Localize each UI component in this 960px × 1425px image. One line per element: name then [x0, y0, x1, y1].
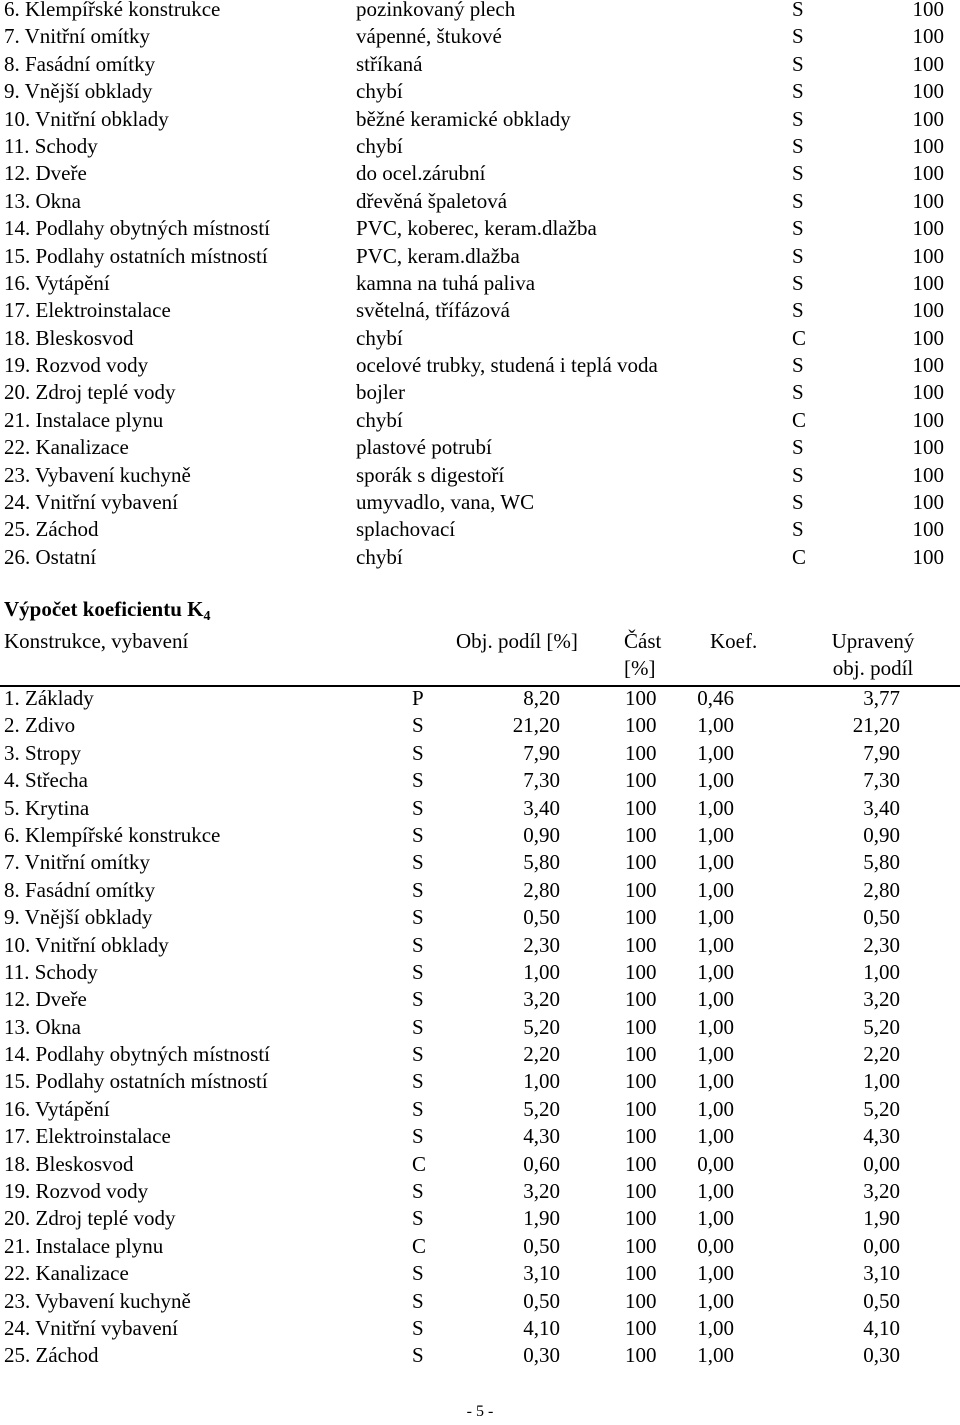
cell-obj-podil: 0,50	[523, 905, 560, 930]
list-item	[4, 0, 944, 23]
list-item	[4, 352, 944, 379]
table-row	[4, 1288, 904, 1315]
cell-cast: 100	[625, 713, 657, 738]
cell-upraveny: 2,20	[863, 1042, 900, 1067]
item-code: C	[792, 544, 807, 569]
cell-koef: 0,00	[697, 1233, 734, 1258]
list-item	[4, 106, 944, 133]
table-row	[4, 959, 904, 986]
cell-code: S	[412, 1343, 424, 1368]
cell-obj-podil: 0,60	[523, 1151, 560, 1176]
cell-upraveny: 5,80	[863, 850, 900, 875]
cell-koef: 0,46	[697, 686, 734, 710]
table-row	[4, 1260, 904, 1287]
cell-cast: 100	[625, 932, 657, 957]
table-row	[4, 685, 904, 712]
cell-cast: 100	[625, 686, 657, 710]
header-upraveny	[818, 628, 928, 682]
item-description: chybí	[356, 407, 403, 432]
list-item	[4, 544, 944, 571]
cell-konstrukce: 4. Střecha	[4, 768, 88, 793]
cell-konstrukce: 5. Krytina	[4, 795, 90, 820]
cell-konstrukce: 2. Zdivo	[4, 713, 76, 738]
cell-koef: 1,00	[697, 1343, 734, 1368]
item-name: 13. Okna	[4, 188, 81, 213]
cell-konstrukce: 13. Okna	[4, 1014, 81, 1039]
item-description: chybí	[356, 79, 403, 104]
cell-code: S	[412, 822, 424, 847]
cell-upraveny: 4,30	[863, 1124, 900, 1149]
cell-obj-podil: 0,90	[523, 822, 560, 847]
cell-konstrukce: 10. Vnitřní obklady	[4, 932, 169, 957]
item-name: 16. Vytápění	[4, 270, 110, 295]
item-value: 100	[912, 325, 944, 350]
cell-obj-podil: 1,90	[523, 1206, 560, 1231]
item-description: sporák s digestoří	[356, 462, 505, 487]
cell-obj-podil: 0,50	[523, 1288, 560, 1313]
item-name: 10. Vnitřní obklady	[4, 106, 169, 131]
item-value: 100	[912, 133, 944, 158]
cell-obj-podil: 1,00	[523, 1069, 560, 1094]
cell-konstrukce: 21. Instalace plynu	[4, 1233, 164, 1258]
list-item	[4, 188, 944, 215]
item-description: ocelové trubky, studená i teplá voda	[356, 353, 658, 378]
item-name: 14. Podlahy obytných místností	[4, 216, 271, 241]
item-description: splachovací	[356, 517, 456, 542]
item-code: S	[792, 161, 804, 186]
item-value: 100	[912, 106, 944, 131]
cell-cast: 100	[625, 905, 657, 930]
cell-code: S	[412, 850, 424, 875]
cell-koef: 0,00	[697, 1151, 734, 1176]
item-value: 100	[912, 24, 944, 49]
cell-cast: 100	[625, 1042, 657, 1067]
item-value: 100	[912, 0, 944, 21]
item-name: 22. Kanalizace	[4, 435, 129, 460]
table-row	[4, 1096, 904, 1123]
cell-upraveny: 1,00	[863, 959, 900, 984]
cell-koef: 1,00	[697, 713, 734, 738]
item-code: S	[792, 188, 804, 213]
cell-upraveny: 0,90	[863, 822, 900, 847]
cell-konstrukce: 11. Schody	[4, 959, 98, 984]
cell-konstrukce: 17. Elektroinstalace	[4, 1124, 171, 1149]
item-description: chybí	[356, 325, 403, 350]
item-description: bojler	[356, 380, 405, 405]
cell-upraveny: 2,30	[863, 932, 900, 957]
cell-cast: 100	[625, 1206, 657, 1231]
cell-koef: 1,00	[697, 850, 734, 875]
cell-cast: 100	[625, 959, 657, 984]
table-row	[4, 1014, 904, 1041]
cell-upraveny: 3,77	[863, 686, 900, 710]
cell-obj-podil: 5,80	[523, 850, 560, 875]
item-code: C	[792, 407, 807, 432]
table-row	[4, 1205, 904, 1232]
item-value: 100	[912, 462, 944, 487]
section-heading	[4, 596, 210, 630]
cell-code: S	[412, 713, 424, 738]
cell-konstrukce: 24. Vnitřní vybavení	[4, 1315, 179, 1340]
cell-code: S	[412, 795, 424, 820]
cell-upraveny: 7,90	[863, 740, 900, 765]
cell-cast: 100	[625, 1233, 657, 1258]
cell-koef: 1,00	[697, 1014, 734, 1039]
item-code: S	[792, 490, 804, 515]
cell-koef: 1,00	[697, 822, 734, 847]
cell-cast: 100	[625, 1069, 657, 1094]
cell-koef: 1,00	[697, 932, 734, 957]
item-description: PVC, koberec, keram.dlažba	[356, 216, 597, 241]
cell-konstrukce: 12. Dveře	[4, 987, 87, 1012]
list-item	[4, 379, 944, 406]
item-name: 7. Vnitřní omítky	[4, 24, 151, 49]
cell-koef: 1,00	[697, 1261, 734, 1286]
cell-code: S	[412, 1014, 424, 1039]
cell-konstrukce: 18. Bleskosvod	[4, 1151, 134, 1176]
cell-obj-podil: 4,10	[523, 1315, 560, 1340]
cell-koef: 1,00	[697, 740, 734, 765]
cell-cast: 100	[625, 850, 657, 875]
header-upraveny-line2: obj. podíl	[832, 656, 914, 680]
header-cast	[624, 628, 684, 682]
cell-cast: 100	[625, 1261, 657, 1286]
item-name: 26. Ostatní	[4, 544, 97, 569]
cell-code: S	[412, 987, 424, 1012]
item-description: vápenné, štukové	[356, 24, 502, 49]
cell-cast: 100	[625, 795, 657, 820]
item-description: chybí	[356, 133, 403, 158]
item-value: 100	[912, 435, 944, 460]
list-item	[4, 297, 944, 324]
cell-obj-podil: 4,30	[523, 1124, 560, 1149]
cell-cast: 100	[625, 1315, 657, 1340]
cell-koef: 1,00	[697, 1206, 734, 1231]
item-code: S	[792, 243, 804, 268]
item-name: 20. Zdroj teplé vody	[4, 380, 176, 405]
list-item	[4, 51, 944, 78]
table-row	[4, 849, 904, 876]
list-item	[4, 489, 944, 516]
item-name: 9. Vnější obklady	[4, 79, 153, 104]
cell-upraveny: 0,30	[863, 1343, 900, 1368]
cell-code: S	[412, 768, 424, 793]
cell-obj-podil: 5,20	[523, 1096, 560, 1121]
item-code: S	[792, 106, 804, 131]
cell-upraveny: 1,90	[863, 1206, 900, 1231]
cell-konstrukce: 9. Vnější obklady	[4, 905, 153, 930]
cell-konstrukce: 23. Vybavení kuchyně	[4, 1288, 191, 1313]
cell-konstrukce: 25. Záchod	[4, 1343, 99, 1368]
item-code: S	[792, 270, 804, 295]
cell-koef: 1,00	[697, 987, 734, 1012]
cell-upraveny: 3,10	[863, 1261, 900, 1286]
heading-subscript: 4	[203, 609, 211, 624]
item-description: dřevěná špaletová	[356, 188, 508, 213]
header-konstrukce: Konstrukce, vybavení	[4, 629, 189, 653]
item-code: S	[792, 298, 804, 323]
table-row	[4, 877, 904, 904]
cell-upraveny: 0,50	[863, 905, 900, 930]
header-cast-line1: Část	[624, 629, 662, 653]
cell-konstrukce: 1. Základy	[4, 686, 94, 710]
table-row	[4, 1315, 904, 1342]
cell-koef: 1,00	[697, 1124, 734, 1149]
cell-upraveny: 0,00	[863, 1151, 900, 1176]
k4-coefficient-table	[4, 685, 904, 1370]
item-value: 100	[912, 216, 944, 241]
cell-upraveny: 0,50	[863, 1288, 900, 1313]
cell-code: S	[412, 1124, 424, 1149]
table-row	[4, 1151, 904, 1178]
cell-obj-podil: 7,90	[523, 740, 560, 765]
cell-code: S	[412, 1261, 424, 1286]
header-obj-podil: Obj. podíl [%]	[456, 629, 578, 653]
list-item	[4, 462, 944, 489]
cell-konstrukce: 7. Vnitřní omítky	[4, 850, 151, 875]
item-description: světelná, třífázová	[356, 298, 510, 323]
cell-upraveny: 3,20	[863, 1179, 900, 1204]
cell-obj-podil: 3,20	[523, 1179, 560, 1204]
item-value: 100	[912, 270, 944, 295]
item-name: 6. Klempířské konstrukce	[4, 0, 221, 21]
item-name: 24. Vnitřní vybavení	[4, 490, 179, 515]
list-item	[4, 78, 944, 105]
cell-cast: 100	[625, 768, 657, 793]
item-name: 15. Podlahy ostatních místností	[4, 243, 268, 268]
item-code: S	[792, 380, 804, 405]
cell-koef: 1,00	[697, 1315, 734, 1340]
list-item	[4, 215, 944, 242]
cell-code: S	[412, 1179, 424, 1204]
cell-obj-podil: 0,30	[523, 1343, 560, 1368]
cell-obj-podil: 0,50	[523, 1233, 560, 1258]
table-row	[4, 767, 904, 794]
table-row	[4, 712, 904, 739]
item-value: 100	[912, 51, 944, 76]
item-name: 18. Bleskosvod	[4, 325, 134, 350]
item-description: běžné keramické obklady	[356, 106, 571, 131]
cell-upraveny: 7,30	[863, 768, 900, 793]
header-koef: Koef.	[710, 629, 758, 653]
table-row	[4, 986, 904, 1013]
cell-code: S	[412, 1096, 424, 1121]
list-item	[4, 516, 944, 543]
table-row	[4, 822, 904, 849]
cell-obj-podil: 3,20	[523, 987, 560, 1012]
item-description: pozinkovaný plech	[356, 0, 516, 21]
item-code: S	[792, 24, 804, 49]
item-value: 100	[912, 544, 944, 569]
item-code: S	[792, 133, 804, 158]
table-row	[4, 904, 904, 931]
cell-cast: 100	[625, 822, 657, 847]
cell-code: S	[412, 1069, 424, 1094]
header-upraveny-line1: Upravený	[831, 629, 915, 653]
cell-cast: 100	[625, 1014, 657, 1039]
cell-koef: 1,00	[697, 1069, 734, 1094]
cell-koef: 1,00	[697, 1179, 734, 1204]
cell-cast: 100	[625, 877, 657, 902]
cell-konstrukce: 6. Klempířské konstrukce	[4, 822, 221, 847]
cell-upraveny: 2,80	[863, 877, 900, 902]
item-name: 17. Elektroinstalace	[4, 298, 171, 323]
table-row	[4, 740, 904, 767]
cell-konstrukce: 8. Fasádní omítky	[4, 877, 156, 902]
list-item	[4, 243, 944, 270]
item-description: chybí	[356, 544, 403, 569]
table-row	[4, 1342, 904, 1369]
item-code: S	[792, 462, 804, 487]
item-value: 100	[912, 353, 944, 378]
table-header	[0, 628, 960, 687]
cell-upraveny: 4,10	[863, 1315, 900, 1340]
item-name: 25. Záchod	[4, 517, 99, 542]
cell-cast: 100	[625, 1151, 657, 1176]
item-description: stříkaná	[356, 51, 423, 76]
cell-code: P	[412, 686, 424, 710]
item-name: 8. Fasádní omítky	[4, 51, 156, 76]
item-code: S	[792, 216, 804, 241]
cell-upraveny: 3,40	[863, 795, 900, 820]
cell-obj-podil: 8,20	[523, 686, 560, 710]
item-description: do ocel.zárubní	[356, 161, 486, 186]
cell-obj-podil: 21,20	[512, 713, 560, 738]
item-name: 21. Instalace plynu	[4, 407, 164, 432]
table-row	[4, 1123, 904, 1150]
item-code: S	[792, 435, 804, 460]
cell-koef: 1,00	[697, 768, 734, 793]
cell-koef: 1,00	[697, 959, 734, 984]
cell-code: S	[412, 1288, 424, 1313]
item-description: kamna na tuhá paliva	[356, 270, 536, 295]
item-code: S	[792, 79, 804, 104]
cell-koef: 1,00	[697, 1096, 734, 1121]
cell-obj-podil: 2,20	[523, 1042, 560, 1067]
cell-konstrukce: 3. Stropy	[4, 740, 82, 765]
cell-obj-podil: 1,00	[523, 959, 560, 984]
cell-cast: 100	[625, 1096, 657, 1121]
heading-text: Výpočet koeficientu K	[4, 597, 204, 621]
item-value: 100	[912, 490, 944, 515]
cell-obj-podil: 2,30	[523, 932, 560, 957]
item-value: 100	[912, 380, 944, 405]
item-value: 100	[912, 188, 944, 213]
table-row	[4, 1041, 904, 1068]
list-item	[4, 133, 944, 160]
cell-obj-podil: 3,40	[523, 795, 560, 820]
cell-upraveny: 21,20	[852, 713, 900, 738]
item-description: PVC, keram.dlažba	[356, 243, 520, 268]
cell-code: S	[412, 1042, 424, 1067]
item-code: S	[792, 51, 804, 76]
cell-obj-podil: 3,10	[523, 1261, 560, 1286]
table-row	[4, 932, 904, 959]
cell-konstrukce: 14. Podlahy obytných místností	[4, 1042, 271, 1067]
cell-koef: 1,00	[697, 905, 734, 930]
item-name: 12. Dveře	[4, 161, 87, 186]
item-description: plastové potrubí	[356, 435, 492, 460]
cell-upraveny: 3,20	[863, 987, 900, 1012]
item-code: S	[792, 353, 804, 378]
list-item	[4, 160, 944, 187]
item-code: C	[792, 325, 807, 350]
item-name: 19. Rozvod vody	[4, 353, 149, 378]
cell-code: S	[412, 1315, 424, 1340]
cell-cast: 100	[625, 740, 657, 765]
cell-upraveny: 0,00	[863, 1233, 900, 1258]
cell-code: S	[412, 740, 424, 765]
cell-obj-podil: 2,80	[523, 877, 560, 902]
cell-code: S	[412, 959, 424, 984]
list-item	[4, 23, 944, 50]
table-row	[4, 1068, 904, 1095]
cell-upraveny: 1,00	[863, 1069, 900, 1094]
item-value: 100	[912, 298, 944, 323]
cell-code: C	[412, 1233, 427, 1258]
cell-cast: 100	[625, 1179, 657, 1204]
cell-upraveny: 5,20	[863, 1014, 900, 1039]
item-name: 23. Vybavení kuchyně	[4, 462, 191, 487]
cell-code: S	[412, 1206, 424, 1231]
cell-konstrukce: 20. Zdroj teplé vody	[4, 1206, 176, 1231]
table-row	[4, 1233, 904, 1260]
list-item	[4, 270, 944, 297]
cell-konstrukce: 19. Rozvod vody	[4, 1179, 149, 1204]
cell-konstrukce: 22. Kanalizace	[4, 1261, 129, 1286]
cell-code: C	[412, 1151, 427, 1176]
cell-cast: 100	[625, 1288, 657, 1313]
cell-cast: 100	[625, 1343, 657, 1368]
item-name: 11. Schody	[4, 133, 98, 158]
item-description: umyvadlo, vana, WC	[356, 490, 535, 515]
cell-koef: 1,00	[697, 795, 734, 820]
cell-koef: 1,00	[697, 877, 734, 902]
cell-konstrukce: 16. Vytápění	[4, 1096, 110, 1121]
list-item	[4, 434, 944, 461]
cell-konstrukce: 15. Podlahy ostatních místností	[4, 1069, 268, 1094]
cell-cast: 100	[625, 987, 657, 1012]
page-number: - 5 -	[466, 1403, 494, 1420]
list-item	[4, 325, 944, 352]
cell-code: S	[412, 932, 424, 957]
item-value: 100	[912, 517, 944, 542]
table-row	[4, 795, 904, 822]
table-row	[4, 1178, 904, 1205]
cell-obj-podil: 7,30	[523, 768, 560, 793]
cell-koef: 1,00	[697, 1288, 734, 1313]
cell-cast: 100	[625, 1124, 657, 1149]
list-item	[4, 407, 944, 434]
construction-description-list	[4, 0, 944, 571]
cell-obj-podil: 5,20	[523, 1014, 560, 1039]
item-value: 100	[912, 407, 944, 432]
item-code: S	[792, 517, 804, 542]
cell-koef: 1,00	[697, 1042, 734, 1067]
cell-code: S	[412, 877, 424, 902]
item-value: 100	[912, 243, 944, 268]
cell-upraveny: 5,20	[863, 1096, 900, 1121]
item-code: S	[792, 0, 804, 21]
cell-code: S	[412, 905, 424, 930]
item-value: 100	[912, 79, 944, 104]
header-cast-line2: [%]	[624, 656, 656, 680]
item-value: 100	[912, 161, 944, 186]
